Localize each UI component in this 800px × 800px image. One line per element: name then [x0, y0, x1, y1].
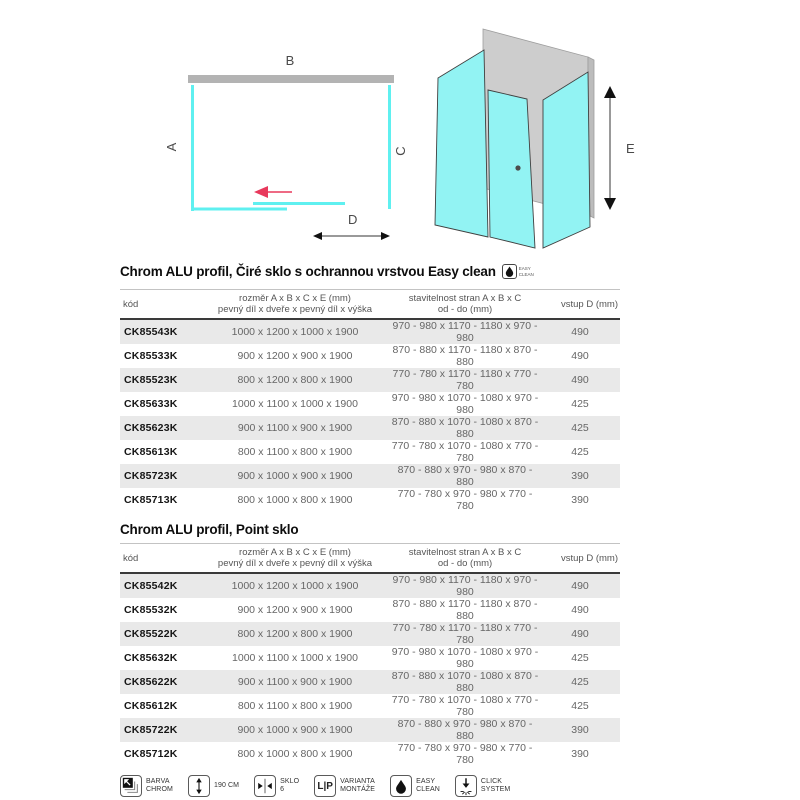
product-code: CK85623K [124, 422, 178, 434]
table-row [120, 392, 620, 416]
adjustability-value: 970 - 980 x 1170 - 1180 x 970 - 980 [392, 574, 538, 598]
table-row [120, 319, 620, 344]
product-code: CK85633K [124, 398, 178, 410]
product-code: CK85722K [124, 724, 178, 736]
product-code: CK85612K [124, 700, 178, 712]
sliding-door-panel [488, 90, 535, 248]
dimensions-value: 800 x 1200 x 800 x 1900 [237, 374, 353, 386]
dimension-e-arrow [604, 86, 616, 210]
easy-clean-badge [502, 264, 534, 279]
dimensions-value: 1000 x 1200 x 1000 x 1900 [231, 580, 359, 592]
col-header-adjustability: stavitelnost stran A x B x C od - do (mm) [390, 290, 540, 320]
feature-label-line1: CLICK [480, 777, 503, 785]
adjustability-value: 770 - 780 x 1070 - 1080 x 770 - 780 [391, 694, 539, 718]
adjustability-value: 770 - 780 x 1170 - 1180 x 770 - 780 [392, 368, 538, 392]
entry-width-value: 490 [571, 604, 589, 616]
feature-barva-chrom [120, 775, 173, 797]
dimensions-value: 900 x 1100 x 900 x 1900 [237, 422, 353, 434]
product-code: CK85542K [124, 580, 178, 592]
dimensions-value: 900 x 1100 x 900 x 1900 [237, 676, 353, 688]
dimensions-value: 1000 x 1100 x 1000 x 1900 [232, 398, 358, 410]
section-title-point-sklo: Chrom ALU profil, Point sklo [120, 522, 299, 537]
product-code: CK85532K [124, 604, 178, 616]
product-code: CK85523K [124, 374, 178, 386]
badge-label-line2: CLEAN [518, 271, 534, 277]
feature-label-line2: MONTÁŽE [340, 786, 376, 793]
feature-sklo-6 [254, 775, 299, 797]
feature-icons-row [120, 775, 620, 797]
table-row [120, 464, 620, 488]
table-row [120, 573, 620, 598]
feature-label-line2: SYSTEM [480, 786, 511, 793]
product-code: CK85622K [124, 676, 178, 688]
col-header-adjustability: stavitelnost stran A x B x C od - do (mm) [390, 544, 540, 574]
dimensions-value: 900 x 1000 x 900 x 1900 [237, 724, 353, 736]
dimensions-value: 800 x 1100 x 800 x 1900 [237, 446, 353, 458]
feature-label-line1: EASY [416, 777, 436, 785]
dimension-d-arrow [313, 232, 390, 240]
glass-thickness-icon [255, 775, 275, 797]
adjustability-value: 870 - 880 x 1170 - 1180 x 870 - 880 [392, 344, 538, 368]
col-header-entry: vstup D (mm) [540, 290, 620, 320]
table-row [120, 598, 620, 622]
dimension-label-d: D [348, 212, 358, 227]
feature-label-line1: VARIANTA [340, 777, 375, 785]
dimensions-value: 800 x 1000 x 800 x 1900 [237, 748, 353, 760]
adjustability-value: 970 - 980 x 1070 - 1080 x 970 - 980 [391, 646, 539, 670]
col-header-code: kód [120, 544, 200, 574]
isometric-view-diagram [425, 18, 670, 260]
dimension-label-e: E [626, 141, 635, 156]
dimensions-value: 1000 x 1200 x 1000 x 1900 [231, 326, 359, 338]
product-code: CK85712K [124, 748, 178, 760]
feature-easy-clean [390, 775, 440, 797]
product-code: CK85613K [124, 446, 178, 458]
mount-variant-text: L|P [317, 780, 333, 792]
col-header-dimensions: rozměr A x B x C x E (mm) pevný díl x dveře x pevný díl x výška [200, 544, 390, 574]
table-row [120, 368, 620, 392]
section-title-easy-clean: Chrom ALU profil, Čiré sklo s ochrannou vrstvou Easy clean [120, 264, 496, 279]
product-code: CK85543K [124, 326, 178, 338]
dimensions-value: 900 x 1200 x 900 x 1900 [237, 350, 353, 362]
entry-width-value: 425 [571, 422, 589, 434]
table-row [120, 344, 620, 368]
dimensions-value: 1000 x 1100 x 1000 x 1900 [232, 652, 358, 664]
entry-width-value: 490 [571, 350, 589, 362]
entry-width-value: 425 [571, 652, 589, 664]
product-code: CK85533K [124, 350, 178, 362]
entry-width-value: 490 [571, 580, 589, 592]
entry-width-value: 425 [571, 676, 589, 688]
table-row [120, 440, 620, 464]
col-header-dimensions: rozměr A x B x C x E (mm) pevný díl x dveře x pevný díl x výška [200, 290, 390, 320]
adjustability-value: 970 - 980 x 1170 - 1180 x 970 - 980 [392, 320, 538, 344]
slide-direction-arrow [254, 186, 292, 198]
adjustability-value: 770 - 780 x 1170 - 1180 x 770 - 780 [392, 622, 538, 646]
height-arrow-icon [189, 775, 209, 797]
chrome-profile-icon [121, 775, 141, 797]
entry-width-value: 390 [571, 470, 589, 482]
col-header-entry: vstup D (mm) [540, 544, 620, 574]
entry-width-value: 490 [571, 628, 589, 640]
right-glass-panel [543, 72, 590, 248]
entry-width-value: 490 [571, 374, 589, 386]
product-code: CK85713K [124, 494, 178, 506]
table-row [120, 646, 620, 670]
adjustability-value: 870 - 880 x 1170 - 1180 x 870 - 880 [392, 598, 538, 622]
table-row [120, 416, 620, 440]
table-row [120, 622, 620, 646]
drop-icon [395, 779, 407, 794]
dimensions-value: 900 x 1200 x 900 x 1900 [237, 604, 353, 616]
adjustability-value: 870 - 880 x 970 - 980 x 870 - 880 [397, 464, 533, 488]
drop-icon [505, 266, 514, 277]
badge-label-line1: EASY [518, 266, 531, 272]
dimensions-value: 800 x 1200 x 800 x 1900 [237, 628, 353, 640]
feature-label-line2: CLEAN [416, 786, 440, 793]
entry-width-value: 390 [571, 748, 589, 760]
spec-table-easy-clean [120, 289, 620, 512]
dimensions-value: 900 x 1000 x 900 x 1900 [237, 470, 353, 482]
adjustability-value: 770 - 780 x 1070 - 1080 x 770 - 780 [391, 440, 539, 464]
feature-label-line1: BARVA [146, 777, 170, 785]
wall-bar [188, 75, 394, 83]
click-system-icon [456, 775, 476, 797]
entry-width-value: 490 [571, 326, 589, 338]
feature-label-line2: 6 [280, 786, 285, 793]
spec-table-point-sklo [120, 543, 620, 766]
mount-variant-icon [314, 775, 336, 797]
entry-width-value: 390 [571, 724, 589, 736]
table-row [120, 694, 620, 718]
dimension-label-b: B [285, 53, 295, 68]
adjustability-value: 870 - 880 x 1070 - 1080 x 870 - 880 [391, 416, 539, 440]
entry-width-value: 425 [571, 700, 589, 712]
table-row [120, 488, 620, 512]
entry-width-value: 425 [571, 398, 589, 410]
adjustability-value: 770 - 780 x 970 - 980 x 770 - 780 [397, 488, 533, 512]
product-code: CK85723K [124, 470, 178, 482]
feature-click-system [455, 775, 510, 797]
entry-width-value: 425 [571, 446, 589, 458]
plan-view-diagram [120, 25, 420, 257]
col-header-code: kód [120, 290, 200, 320]
entry-width-value: 390 [571, 494, 589, 506]
table-row [120, 742, 620, 766]
dimension-label-a: A [164, 142, 179, 152]
adjustability-value: 870 - 880 x 1070 - 1080 x 870 - 880 [391, 670, 539, 694]
feature-varianta-montaze [314, 775, 375, 797]
feature-label-line2: CHROM [146, 786, 173, 793]
left-glass-panel [435, 50, 488, 237]
product-code: CK85522K [124, 628, 178, 640]
dimensions-value: 800 x 1000 x 800 x 1900 [237, 494, 353, 506]
feature-height [188, 775, 239, 797]
adjustability-value: 770 - 780 x 970 - 980 x 770 - 780 [397, 742, 533, 766]
adjustability-value: 970 - 980 x 1070 - 1080 x 970 - 980 [391, 392, 539, 416]
adjustability-value: 870 - 880 x 970 - 980 x 870 - 880 [397, 718, 533, 742]
product-code: CK85632K [124, 652, 178, 664]
door-knob [515, 165, 520, 170]
table-row [120, 718, 620, 742]
table-row [120, 670, 620, 694]
feature-label-line1: SKLO [280, 777, 300, 785]
feature-label-line1: 190 CM [213, 781, 240, 789]
dimension-label-c: C [393, 146, 408, 156]
dimensions-value: 800 x 1100 x 800 x 1900 [237, 700, 353, 712]
